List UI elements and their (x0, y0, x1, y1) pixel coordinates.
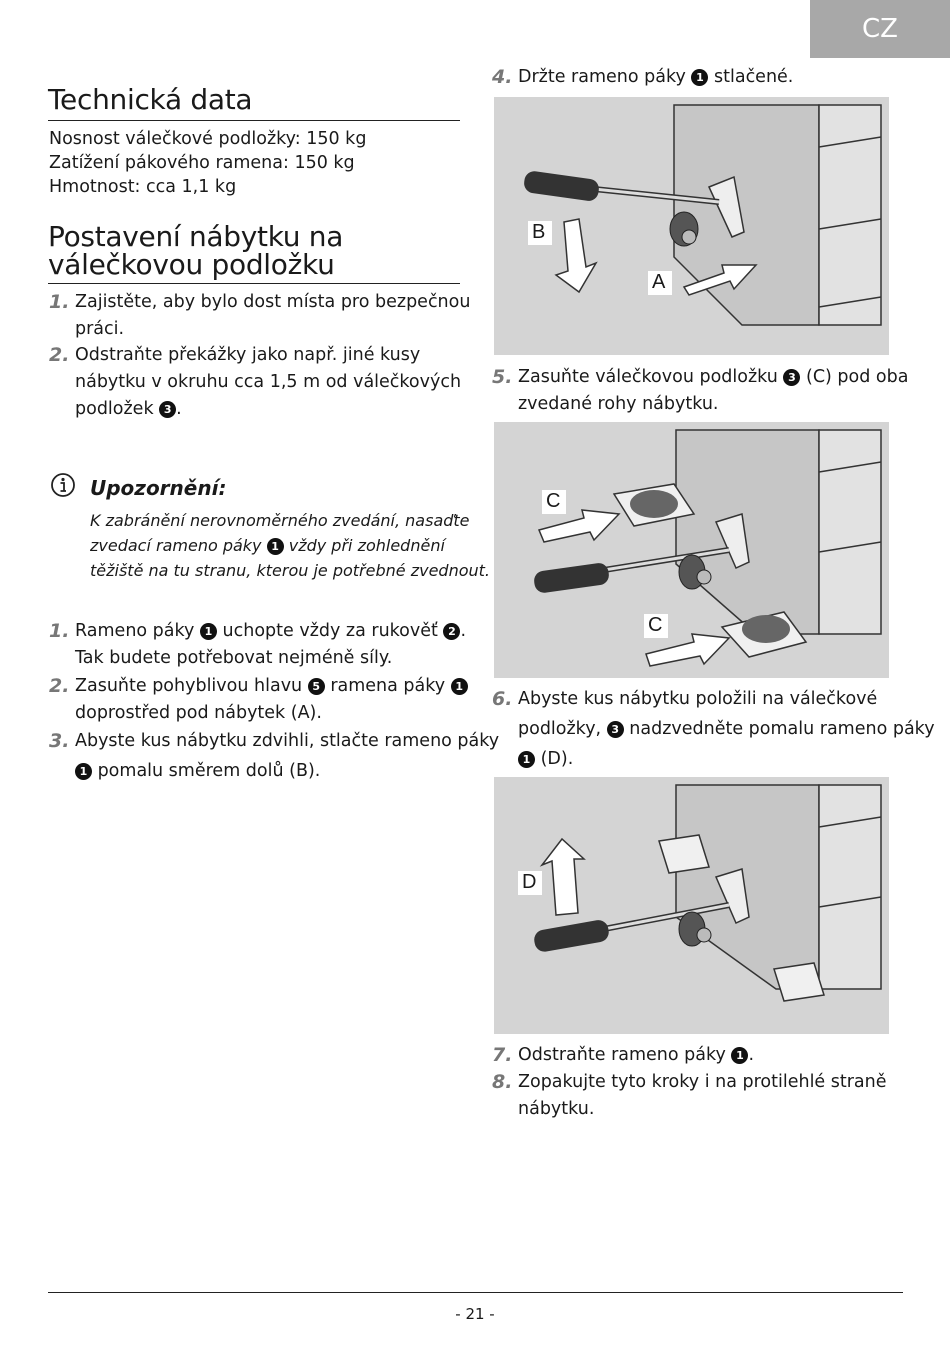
illustration-insert-dollies (494, 422, 889, 678)
step-text: doprostřed pod nábytek (A). (75, 703, 322, 723)
language-tab: CZ (810, 0, 950, 58)
step-text: Zajistěte, aby bylo dost místa pro bezpečnou (75, 292, 471, 312)
step-text: (C) pod oba (806, 367, 909, 387)
step-text: Zopakujte tyto kroky i na protilehlé straně (518, 1072, 887, 1092)
step-text: . (176, 399, 182, 419)
step-1 (49, 618, 467, 672)
step-text: . (460, 621, 467, 641)
tech-line: Zatížení pákového ramena: 150 kg (49, 153, 355, 173)
step-text: Držte rameno páky (518, 67, 686, 87)
part-number-badge: 1 (75, 763, 92, 780)
step-text: Abyste kus nábytku položili na válečkové (518, 689, 878, 709)
illustration-lower-furniture (494, 777, 889, 1034)
illustration-lift-furniture (494, 97, 889, 355)
tech-data-heading: Technická data (48, 83, 253, 116)
label-c: C (648, 614, 663, 636)
note-title: Upozornění: (90, 476, 227, 500)
note-line: vždy při zohlednění (288, 536, 445, 555)
part-number-badge: 3 (159, 401, 176, 418)
step-number: 1. (49, 291, 70, 313)
step-text: Rameno páky (75, 621, 195, 641)
step-text: zvedané rohy nábytku. (518, 394, 719, 414)
placement-heading-1: Postavení nábytku na (48, 220, 344, 253)
part-number-badge: 1 (731, 1047, 748, 1064)
label-a: A (652, 271, 666, 293)
step-text: Odstraňte rameno páky (518, 1045, 726, 1065)
step-number: 7. (492, 1044, 513, 1066)
step-text: (D). (540, 749, 574, 769)
step-number: 5. (492, 366, 513, 388)
part-number-badge: 5 (308, 678, 325, 695)
step-number: 4. (492, 66, 513, 88)
part-number-badge: 1 (691, 69, 708, 86)
step-number: 2. (49, 344, 70, 366)
label-d: D (522, 871, 537, 893)
tech-line: Hmotnost: cca 1,1 kg (49, 177, 237, 197)
heading-rule (48, 283, 460, 284)
step-number: 6. (492, 688, 513, 710)
step-5 (492, 364, 909, 418)
label-c: C (546, 490, 561, 512)
step-3 (49, 726, 500, 786)
step-text: pomalu směrem dolů (B). (97, 761, 321, 781)
step-text: nábytku v okruhu cca 1,5 m od válečkových (75, 372, 462, 392)
step-text: práci. (75, 319, 125, 339)
part-number-badge: 1 (200, 623, 217, 640)
info-icon (50, 472, 76, 502)
placement-step-1 (49, 289, 471, 343)
step-text: ramena páky (330, 676, 446, 696)
part-number-badge: 1 (267, 538, 284, 555)
note-body (90, 508, 490, 583)
step-8 (492, 1069, 887, 1123)
step-4 (492, 64, 794, 91)
step-text: Odstraňte překážky jako např. jiné kusy (75, 345, 421, 365)
label-b: B (532, 221, 546, 243)
step-number: 2. (49, 675, 70, 697)
note-line: K zabránění nerovnoměrného zvedání, nasaďte (90, 511, 470, 530)
part-number-badge: 2 (443, 623, 460, 640)
step-text: nábytku. (518, 1099, 595, 1119)
step-number: 3. (49, 730, 70, 752)
step-text: uchopte vždy za rukověť (222, 621, 438, 641)
step-text: stlačené. (714, 67, 794, 87)
step-6 (492, 684, 935, 774)
page-number: - 21 - (455, 1305, 495, 1323)
part-number-badge: 1 (518, 751, 535, 768)
heading-rule (48, 120, 460, 121)
part-number-badge: 3 (783, 369, 800, 386)
step-text: podložky, (518, 719, 602, 739)
step-text: podložek (75, 399, 154, 419)
step-text: Zasuňte válečkovou podložku (518, 367, 778, 387)
note-line: zvedací rameno páky (90, 536, 262, 555)
step-text: Zasuňte pohyblivou hlavu (75, 676, 303, 696)
tech-line: Nosnost válečkové podložky: 150 kg (49, 129, 367, 149)
step-text: . (748, 1045, 755, 1065)
step-2 (49, 673, 468, 727)
note-line: těžiště na tu stranu, kterou je potřebné zvednout. (90, 561, 490, 580)
step-text: Abyste kus nábytku zdvihli, stlačte rameno páky (75, 731, 500, 751)
step-text: nadzvedněte pomalu rameno páky (629, 719, 935, 739)
step-7 (492, 1042, 755, 1069)
footer-rule (48, 1292, 903, 1293)
step-number: 8. (492, 1071, 513, 1093)
tech-data-list (49, 126, 366, 200)
part-number-badge: 3 (607, 721, 624, 738)
part-number-badge: 1 (451, 678, 468, 695)
placement-heading-2: válečkovou podložku (48, 248, 335, 281)
placement-step-2 (49, 342, 462, 423)
step-number: 1. (49, 620, 70, 642)
step-text: Tak budete potřebovat nejméně síly. (75, 648, 393, 668)
